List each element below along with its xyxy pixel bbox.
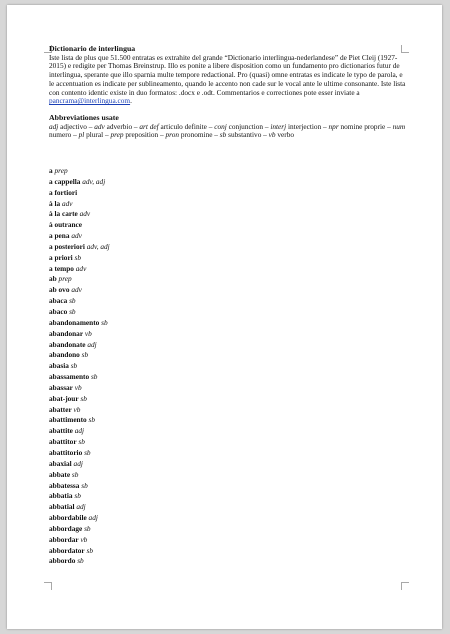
dictionary-entry [49,513,409,524]
dictionary-entry [49,242,409,253]
entry-part-of-speech: adv [71,285,82,295]
entry-word: abandonar [49,328,84,338]
entry-part-of-speech: sb [81,350,89,360]
abbreviation-code: interj [270,121,287,131]
entry-word: abattitor [49,437,77,447]
entry-word: abbordage [49,523,83,533]
entry-word: abandonate [49,339,86,349]
abbreviation-meaning: interjection – [286,121,329,131]
entry-word: abasia [49,361,69,371]
dictionary-entry [49,459,409,470]
abbreviation-code: prep [110,130,124,140]
entry-part-of-speech: adj [74,426,85,436]
dictionary-entry [49,177,409,188]
entry-part-of-speech: prep [58,274,72,284]
entry-part-of-speech: adv [75,263,87,273]
entry-word: abaca [49,296,68,306]
entry-word: abbatial [49,502,75,512]
abbreviation-code: art def [139,121,159,131]
document-body[interactable] [49,45,409,567]
abbreviation-meaning: plural – [84,130,111,140]
dictionary-entry [49,426,409,437]
dictionary-entry [49,491,409,502]
abbreviation-meaning: preposition – [123,130,166,140]
entry-word: abbordabile [49,513,87,523]
dictionary-entry [49,199,409,210]
document-title: Dictionario de interlingua [49,44,136,53]
entry-part-of-speech: vb [73,404,81,414]
dictionary-entry [49,285,409,296]
entry-word: abat-jour [49,393,79,403]
dictionary-entry [49,372,409,383]
dictionary-entry [49,231,409,242]
entry-word: abaco [49,307,68,316]
entry-word: abbordator [49,545,85,555]
entry-part-of-speech: vb [74,382,82,392]
entry-part-of-speech: sb [74,252,82,262]
email-link[interactable]: pancrama@interlingua.com [49,96,131,106]
entry-word: abassamento [49,372,90,382]
intro-text: Iste lista de plus que 51.500 entratas es extrahite del grande “Dictionario interlingua-nederlandese” de Piet Cleij (1927-2015) e redigite per Thomas Breinstrup. Illo es ponite a libere disposition como un fundamento pro dictionarios futur de interlingua, sperante que illo sparnia multe tempore redactional. Pro (quasi) omne entratas es indicate le typo de parola, e le accentuation es indicate per sublineamento, quando le accento non cade sur le vocal ante le ultime consonante. Iste lista con contento identic existe in duo formatos: .docx e .odt. Commentarios e correctiones pote esser inviate a [49,52,406,97]
dictionary-entry [49,329,409,340]
entry-part-of-speech: sb [71,469,79,479]
dictionary-entry [49,350,409,361]
entry-word: ab [49,274,57,284]
abbreviation-meaning: verbo [275,130,294,140]
dictionary-entry [49,394,409,405]
entry-part-of-speech: sb [84,523,91,533]
abbreviation-code: conj [214,121,227,131]
abbreviation-meaning: articulo definite – [158,121,215,131]
entry-part-of-speech: vb [80,534,88,544]
entry-part-of-speech: adv [71,231,82,241]
dictionary-entry [49,556,409,567]
dictionary-entry [49,209,409,220]
entry-word: à outrance [49,220,83,230]
dictionary-entry [49,546,409,557]
entry-part-of-speech: adj [88,513,98,523]
entry-word: abassar [49,382,73,392]
entry-word: abaxial [49,458,72,468]
dictionary-entry [49,340,409,351]
intro-end: . [130,96,132,106]
abbreviation-code: adj [49,121,59,131]
entry-word: abbatessa [49,480,80,490]
abbreviation-meaning: pronomine – [179,130,220,140]
margin-corner-mark [401,582,409,590]
entry-part-of-speech: adv [61,198,73,208]
entry-part-of-speech: adj [87,339,97,349]
entry-part-of-speech: sb [77,556,84,566]
entry-word: abbordo [49,556,76,566]
entry-word: a posteriori [49,241,85,251]
entry-word: abbordar [49,534,79,544]
dictionary-entry [49,437,409,448]
dictionary-entry [49,220,409,231]
entry-part-of-speech: adv [79,209,91,219]
entry-part-of-speech: sb [70,361,78,371]
entry-word: a priori [49,252,73,262]
entry-word: abbatia [49,491,73,501]
entry-part-of-speech: adj [73,458,83,468]
dictionary-entry [49,535,409,546]
abbreviation-code: pron [165,130,180,140]
entry-part-of-speech: sb [69,307,76,316]
document-page [7,5,442,629]
entry-part-of-speech: adv, adj [82,176,106,186]
entry-part-of-speech: prep [54,166,68,176]
entry-list [49,166,409,567]
abbreviation-code: npr [328,121,339,131]
entry-part-of-speech: sb [69,296,76,306]
entry-part-of-speech: sb [78,437,85,447]
intro-paragraph [49,54,409,106]
entry-word: abattimento [49,415,87,425]
abbreviation-code: vb [268,130,276,140]
entry-part-of-speech: sb [74,491,81,501]
dictionary-entry [49,502,409,513]
abbreviation-meaning: substantivo – [226,130,269,140]
margin-corner-mark [44,582,52,590]
entry-word: abattitorio [49,447,83,457]
abbreviation-code: pl [78,130,85,140]
dictionary-entry [49,361,409,372]
dictionary-entry [49,318,409,329]
abbreviation-meaning: adverbio – [104,121,140,131]
abbreviation-meaning: numero – [49,130,79,140]
dictionary-entry [49,448,409,459]
entry-word: a pena [49,231,70,241]
entry-part-of-speech: sb [84,447,91,457]
entry-part-of-speech: adj [76,502,86,512]
entry-part-of-speech: sb [80,393,87,403]
entry-part-of-speech: vb [84,328,92,338]
abbreviations-heading: Abbreviationes usate [49,112,119,122]
entry-word: ab ovo [49,285,70,295]
abbreviation-meaning: nomine proprie – [338,121,393,131]
entry-word: abatter [49,404,72,414]
abbreviation-meaning: adjectivo – [58,121,95,131]
entry-word: abbate [49,469,71,479]
dictionary-entry [49,307,409,318]
entry-word: a fortiori [49,187,78,197]
entry-part-of-speech: sb [90,372,98,382]
entry-word: a cappella [49,176,81,186]
dictionary-entry [49,405,409,416]
entry-word: abandono [49,350,80,360]
entry-word: à la [49,198,61,208]
entry-word: a tempo [49,263,74,273]
abbreviation-code: sb [219,130,227,140]
entry-part-of-speech: sb [81,480,88,490]
dictionary-entry [49,253,409,264]
entry-part-of-speech: adv, adj [86,241,110,251]
dictionary-entry [49,264,409,275]
dictionary-entry [49,481,409,492]
entry-part-of-speech: sb [101,317,108,327]
dictionary-entry [49,383,409,394]
entry-part-of-speech: sb [88,415,96,425]
dictionary-entry [49,296,409,307]
abbreviations-list [49,123,409,140]
entry-word: a [49,166,53,176]
abbreviation-meaning: conjunction – [226,121,271,131]
blank-space [49,140,409,166]
dictionary-entry [49,415,409,426]
abbreviation-code: num [392,121,406,131]
entry-word: abattite [49,426,73,436]
entry-part-of-speech: sb [86,545,94,555]
dictionary-entry [49,166,409,177]
entry-word: à la carte [49,209,78,219]
dictionary-entry [49,470,409,481]
dictionary-entry [49,188,409,199]
dictionary-entry [49,524,409,535]
entry-word: abandonamento [49,317,100,327]
dictionary-entry [49,274,409,285]
abbreviation-code: adv [94,121,105,131]
